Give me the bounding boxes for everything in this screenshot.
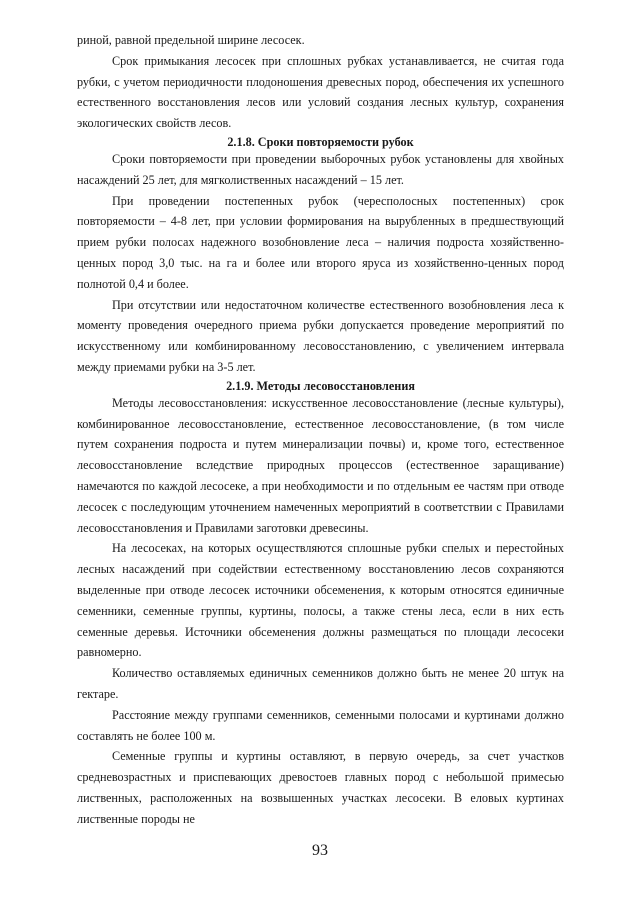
- section-heading-2-1-8: 2.1.8. Сроки повторяемости рубок: [227, 134, 414, 149]
- paragraph: На лесосеках, на которых осуществляются сплошные рубки спелых и перестойных лесных насаждений при содействии естественному восстановлению лесов сохраняются выделенные при отводе лесосек источники обсеменения, к которым относятся единичные семенники, семенные группы, куртины, полосы, а также стены леса, если в них есть семенные деревья. Источники обсеменения должны размещаться по площади лесосеки равномерно.: [77, 541, 564, 660]
- page-number: 93: [312, 842, 328, 859]
- paragraph: Методы лесовосстановления: искусственное лесовосстановление (лесные культуры), комбинированное лесовосстановление, естественное лесовосстановление, (в том числе путем сохранения подроста и путем минерализации почвы) и, кроме того, естественное лесовосстановление вследствие природных процессов (естественное заращивание) намечаются по каждой лесосеке, а при необходимости и по отдельным ее частям при отводе лесосек с последующим уточнением намеченных мероприятий в соответствии с Правилами лесовосстановления и Правилами заготовки древесины.: [77, 395, 564, 535]
- paragraph: риной, равной предельной ширине лесосек.: [77, 33, 305, 47]
- paragraph: Семенные группы и куртины оставляют, в первую очередь, за счет участков средневозрастных и приспевающих древостоев главных пород с небольшой примесью лиственных, расположенных на возвышенных участках лесосеки. В еловых куртинах лиственные породы не: [77, 749, 564, 826]
- paragraph: Расстояние между группами семенников, семенными полосами и куртинами должно составлять не более 100 м.: [77, 707, 564, 743]
- paragraph: Срок примыкания лесосек при сплошных рубках устанавливается, не считая года рубки, с учетом периодичности плодоношения древесных пород, обеспечения их успешного естественного восстановления лесов или условий создания лесных культур, сохранения экологических свойств лесов.: [77, 53, 564, 131]
- page-text: [77, 30, 564, 829]
- section-heading-2-1-9: 2.1.9. Методы лесовосстановления: [226, 378, 415, 393]
- paragraph: При отсутствии или недостаточном количестве естественного возобновления леса к моменту проведения очередного приема рубки допускается проведение мероприятий по искусственному или комбинированному лесовосстановлению, с увеличением интервала между приемами рубки на 3-5 лет.: [77, 297, 564, 374]
- paragraph: Сроки повторяемости при проведении выборочных рубок установлены для хвойных насаждений 25 лет, для мягколиственных насаждений – 15 лет.: [77, 151, 564, 187]
- paragraph: Количество оставляемых единичных семенников должно быть не менее 20 штук на гектаре.: [77, 666, 564, 701]
- paragraph: При проведении постепенных рубок (чересполосных постепенных) срок повторяемости – 4-8 лет, при условии формирования на вырубленных в предшествующий прием рубки полосах надежного возобновление леса – наличия подроста хозяйственно-ценных пород 3,0 тыс. на га и более или второго яруса из хозяйственно-ценных пород полнотой 0,4 и более.: [77, 193, 564, 291]
